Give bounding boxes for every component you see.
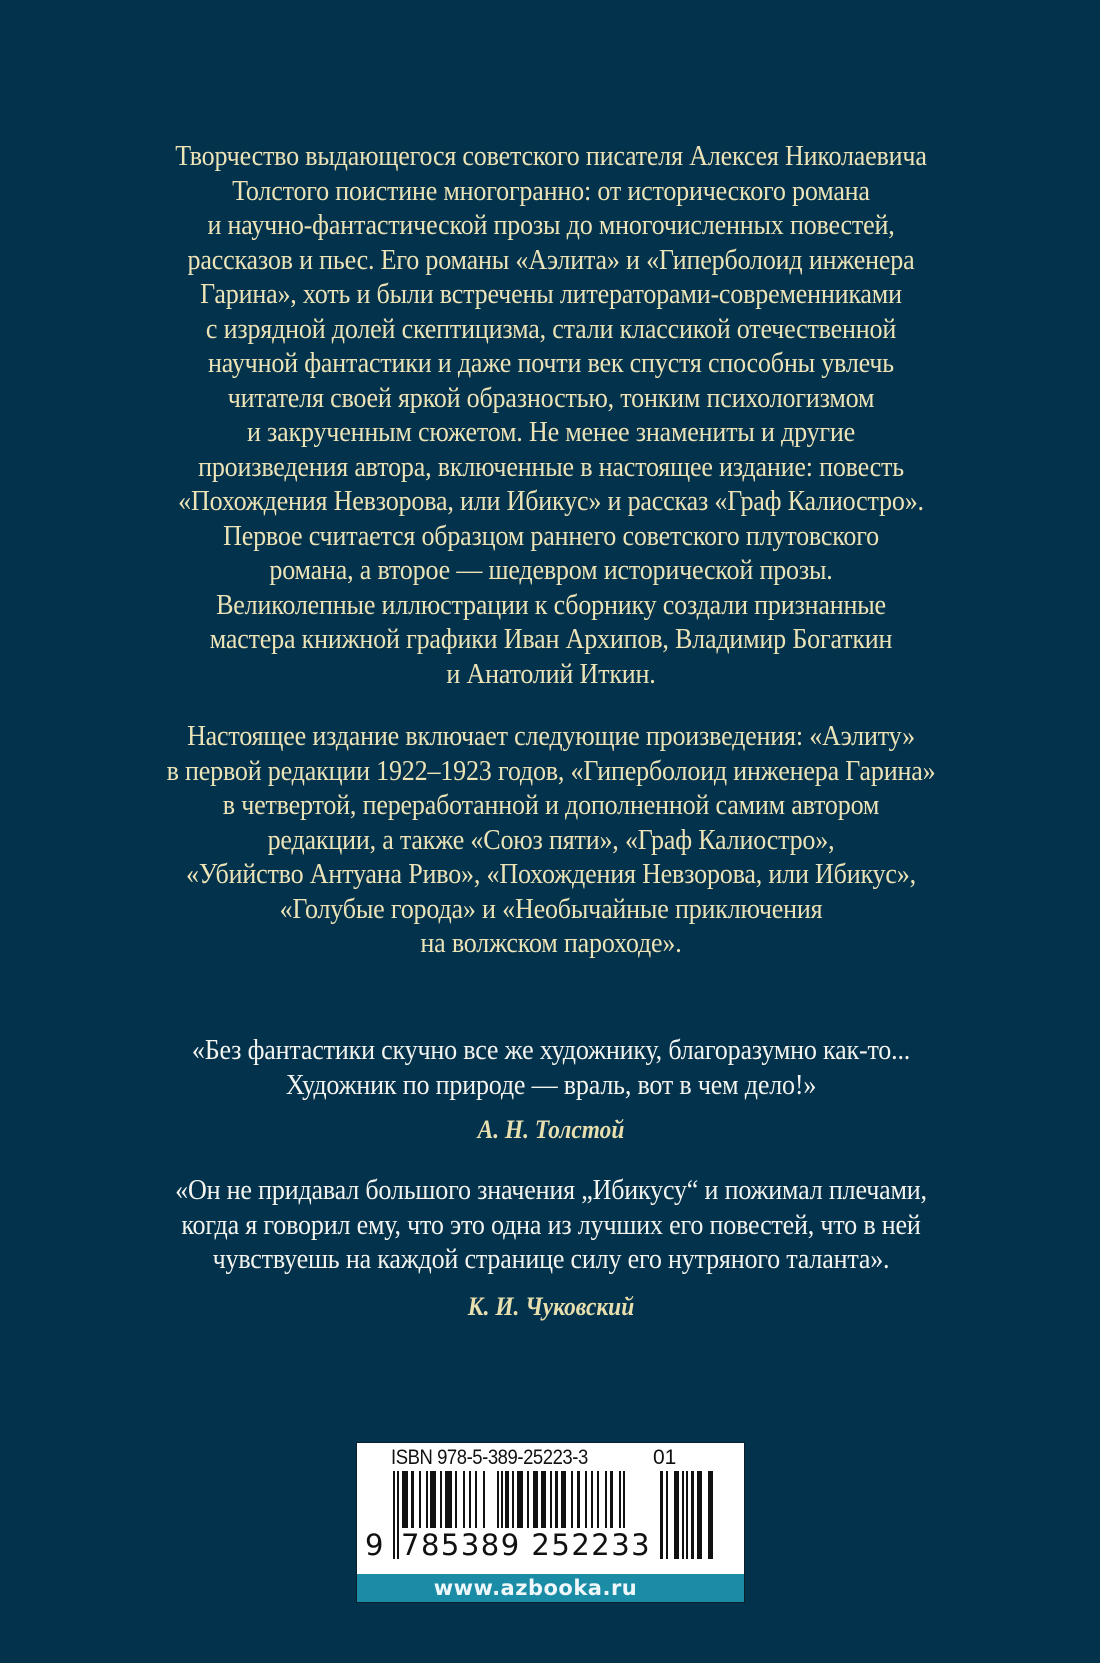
contents-line: «Голубые города» и «Необычайные приключения <box>279 893 823 925</box>
quote-attribution: А. Н. Толстой <box>477 1115 625 1144</box>
edition-contents <box>60 720 1042 962</box>
description-line: Толстого поистине многогранно: от исторического романа <box>232 175 870 207</box>
quote-attribution: К. И. Чуковский <box>467 1291 635 1321</box>
description-line: «Похождения Невзорова, или Ибикус» и рассказ «Граф Калиостро». <box>178 486 924 517</box>
isbn-barcode <box>356 1442 745 1603</box>
description-line: романа, а второе — шедевром исторической прозы. <box>269 555 833 586</box>
quote-line: «Без фантастики скучно все же художнику, благоразумно как-то... <box>191 1035 911 1066</box>
description-line: Первое считается образцом раннего советского плутовского <box>223 520 879 552</box>
description-line: читателя своей яркой образностью, тонким психологизмом <box>227 382 875 414</box>
quote-line: Художник по природе — враль, вот в чем дело!» <box>285 1069 817 1101</box>
contents-line: на волжском пароходе». <box>420 928 682 959</box>
publisher-website-strip <box>357 1574 744 1602</box>
quote-chukovsky <box>60 1174 1042 1324</box>
description-line: Гарина», хоть и были встречены литераторами-современниками <box>200 279 902 310</box>
barcode-digits: 785389 252233 <box>401 1528 652 1562</box>
barcode-addon-bars-icon <box>660 1471 714 1559</box>
description-line: и закрученным сюжетом. Не менее знамениты и другие <box>246 417 856 448</box>
quote-line: «Он не придавал большого значения „Ибикусу“ и пожимал плечами, <box>175 1175 927 1206</box>
publisher-website: www.azbooka.ru <box>433 1576 638 1600</box>
contents-line: Настоящее издание включает следующие произведения: «Аэлиту» <box>187 721 915 752</box>
description-line: мастера книжной графики Иван Архипов, Владимир Богаткин <box>209 624 893 655</box>
barcode-first-digit: 9 <box>365 1528 384 1562</box>
contents-line: «Убийство Антуана Риво», «Похождения Невзорова, или Ибикус», <box>186 859 916 890</box>
contents-line: в первой редакции 1922–1923 годов, «Гиперболоид инженера Гарина» <box>166 755 936 787</box>
description-line: и Анатолий Иткин. <box>446 658 656 690</box>
description-line: научной фантастики и даже почти век спустя способны увлечь <box>208 348 894 379</box>
contents-line: в четвертой, переработанной и дополненной самим автором <box>222 790 880 821</box>
quote-tolstoy <box>60 1034 1042 1147</box>
quote-line: когда я говорил ему, что это одна из лучших его повестей, что в ней <box>181 1209 921 1241</box>
barcode-addon-label: 01 <box>653 1446 677 1469</box>
quote-line: чувствуешь на каждой странице силу его нутряного таланта». <box>212 1244 890 1275</box>
description-line: рассказов и пьес. Его романы «Аэлита» и «Гиперболоид инженера <box>187 244 915 276</box>
isbn-label: ISBN 978-5-389-25223-3 <box>391 1446 588 1469</box>
book-description <box>60 140 1042 692</box>
description-line: произведения автора, включенные в настоящее издание: повесть <box>198 451 904 483</box>
description-line: Великолепные иллюстрации к сборнику создали признанные <box>216 589 886 621</box>
description-line: с изрядной долей скептицизма, стали классикой отечественной <box>205 313 897 345</box>
contents-line: редакции, а также «Союз пяти», «Граф Калиостро», <box>267 824 835 856</box>
description-line: и научно-фантастической прозы до многочисленных повестей, <box>207 210 895 241</box>
description-line: Творчество выдающегося советского писателя Алексея Николаевича <box>175 141 927 172</box>
